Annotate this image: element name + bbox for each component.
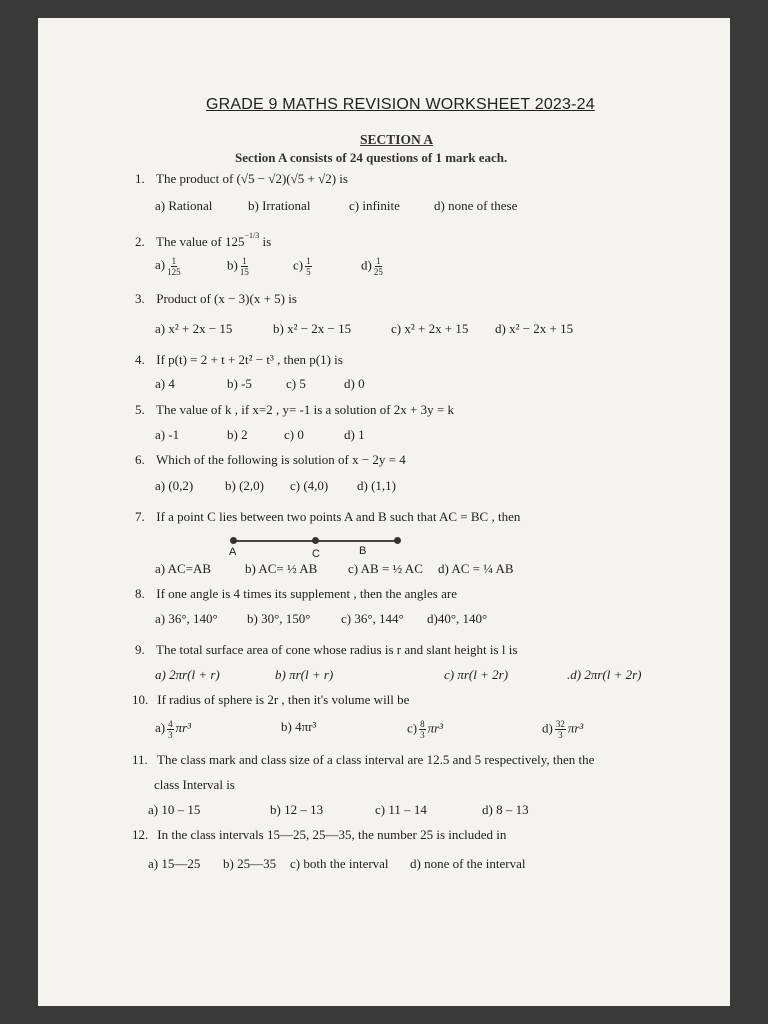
question-number: 5. [135,402,145,417]
option-a: a) $\frac{1}{125}$ [155,256,181,277]
question-number: 10. [132,692,149,707]
option-a: a) 2πr(l + r) [155,667,220,682]
question-text: If p(t) = 2 + t + 2t² − t³ , then p(1) is [156,352,343,367]
option-b: b) -5 [227,376,252,391]
worksheet-page [38,18,730,1006]
q8-options [155,611,488,627]
q7-options [155,561,514,577]
option-c: c) AB = ½ AC [348,561,423,576]
option-b: b) 30°, 150° [247,611,311,626]
question-text: If one angle is 4 times its supplement , then the angles are [156,586,457,601]
option-d: d) $\frac{32}{3}$ πr³ [542,719,584,740]
q4-options [155,376,365,392]
question-number: 8. [135,586,145,601]
option-b: b) πr(l + r) [275,667,334,682]
question-text: In the class intervals 15—25, 25—35, the number 25 is included in [157,827,507,842]
question-12 [132,827,506,843]
option-c: c) $\frac{1}{5}$ [293,256,311,277]
question-10 [132,692,409,708]
option-a: a) Rational [155,198,213,213]
option-d: d) 0 [344,376,365,391]
point-b-dot [394,537,401,544]
q6-options [155,478,396,494]
question-text: The total surface area of cone whose radius is r and slant height is l is [156,642,518,657]
q2-options [155,256,383,277]
q11-options [148,802,529,818]
section-intro: Section A consists of 24 questions of 1 mark each. [235,150,508,165]
option-a: a) x² + 2x − 15 [155,321,233,336]
option-c: c) 36°, 144° [341,611,404,626]
question-11 [132,752,594,768]
option-a: a) 4 [155,376,175,391]
point-a-dot [230,537,237,544]
option-c: c) x² + 2x + 15 [391,321,469,336]
option-a: a) AC=AB [155,561,212,576]
point-c-dot [312,537,319,544]
question-6 [135,452,406,468]
question-4 [135,352,343,368]
question-text: The value of k , if x=2 , y= -1 is a solution of 2x + 3y = k [156,402,454,417]
question-text: The class mark and class size of a class interval are 12.5 and 5 respectively, then the [157,752,595,767]
question-number: 2. [135,234,145,249]
option-c: c) 11 – 14 [375,802,427,817]
option-c: c) (4,0) [290,478,329,493]
question-11-continued: class Interval is [154,777,235,792]
option-b: b) 4πr³ [281,719,317,734]
question-number: 12. [132,827,149,842]
option-c: c) infinite [349,198,400,213]
question-text-tail: is [262,234,272,249]
question-text: Which of the following is solution of x − 2y = 4 [156,452,406,467]
question-2 [135,231,271,250]
question-text: If a point C lies between two points A and B such that AC = BC , then [156,509,521,524]
question-number: 1. [135,171,145,186]
question-text: Product of (x − 3)(x + 5) is [156,291,297,306]
option-d: d) AC = ¼ AB [438,561,514,576]
worksheet-title: GRADE 9 MATHS REVISION WORKSHEET 2023-24 [206,96,595,113]
question-7 [135,509,520,525]
question-1 [135,171,348,187]
option-b: b) 25—35 [223,856,277,871]
q5-options [155,427,365,443]
option-a: a) 15—25 [148,856,201,871]
point-c-label: C [312,548,320,560]
option-c: c) 0 [284,427,304,442]
option-b: b) x² − 2x − 15 [273,321,352,336]
option-b: b) 12 – 13 [270,802,324,817]
option-d: d) x² − 2x + 15 [495,321,574,336]
question-9 [135,642,517,658]
question-number: 4. [135,352,145,367]
question-5 [135,402,454,418]
q3-options [155,321,574,337]
option-c: c) πr(l + 2r) [444,667,509,682]
question-number: 6. [135,452,145,467]
question-number: 7. [135,509,145,524]
question-number: 3. [135,291,145,306]
question-text: The product of (√5 − √2)(√5 + √2) is [156,171,348,186]
option-b: b) AC= ½ AB [245,561,318,576]
option-b: b) (2,0) [225,478,264,493]
q1-options [155,198,518,214]
option-b: b) Irrational [248,198,311,213]
question-text: If radius of sphere is 2r , then it's volume will be [157,692,410,707]
option-b: b) $\frac{1}{15}$ [227,256,249,277]
option-d: d) $\frac{1}{25}$ [361,256,383,277]
q9-options [155,667,642,683]
section-heading: SECTION A [360,132,434,147]
option-d: d) 1 [344,427,365,442]
question-number: 9. [135,642,145,657]
question-text: The value of 125 [156,234,245,249]
option-b: b) 2 [227,427,248,442]
point-b-label: B [359,545,367,557]
question-8 [135,586,457,602]
option-d: d)40°, 140° [427,611,488,626]
option-d: d) none of the interval [410,856,526,871]
q12-options [148,856,526,872]
option-a: a) 36°, 140° [155,611,218,626]
option-a: a) 10 – 15 [148,802,201,817]
option-d: d) none of these [434,198,518,213]
option-a: a) (0,2) [155,478,194,493]
option-d: d) (1,1) [357,478,396,493]
option-c: c) 5 [286,376,306,391]
option-d: .d) 2πr(l + 2r) [567,667,642,682]
question-number: 11. [132,752,148,767]
option-a: a) $\frac{4}{3}$ πr³ [155,719,192,740]
q10-options [155,719,584,740]
exponent: −1/3 [244,231,260,240]
question-3 [135,291,297,307]
option-c: c) $\frac{8}{3}$ πr³ [407,719,444,740]
point-a-label: A [229,546,237,558]
option-a: a) -1 [155,427,180,442]
option-d: d) 8 – 13 [482,802,529,817]
option-c: c) both the interval [290,856,389,871]
